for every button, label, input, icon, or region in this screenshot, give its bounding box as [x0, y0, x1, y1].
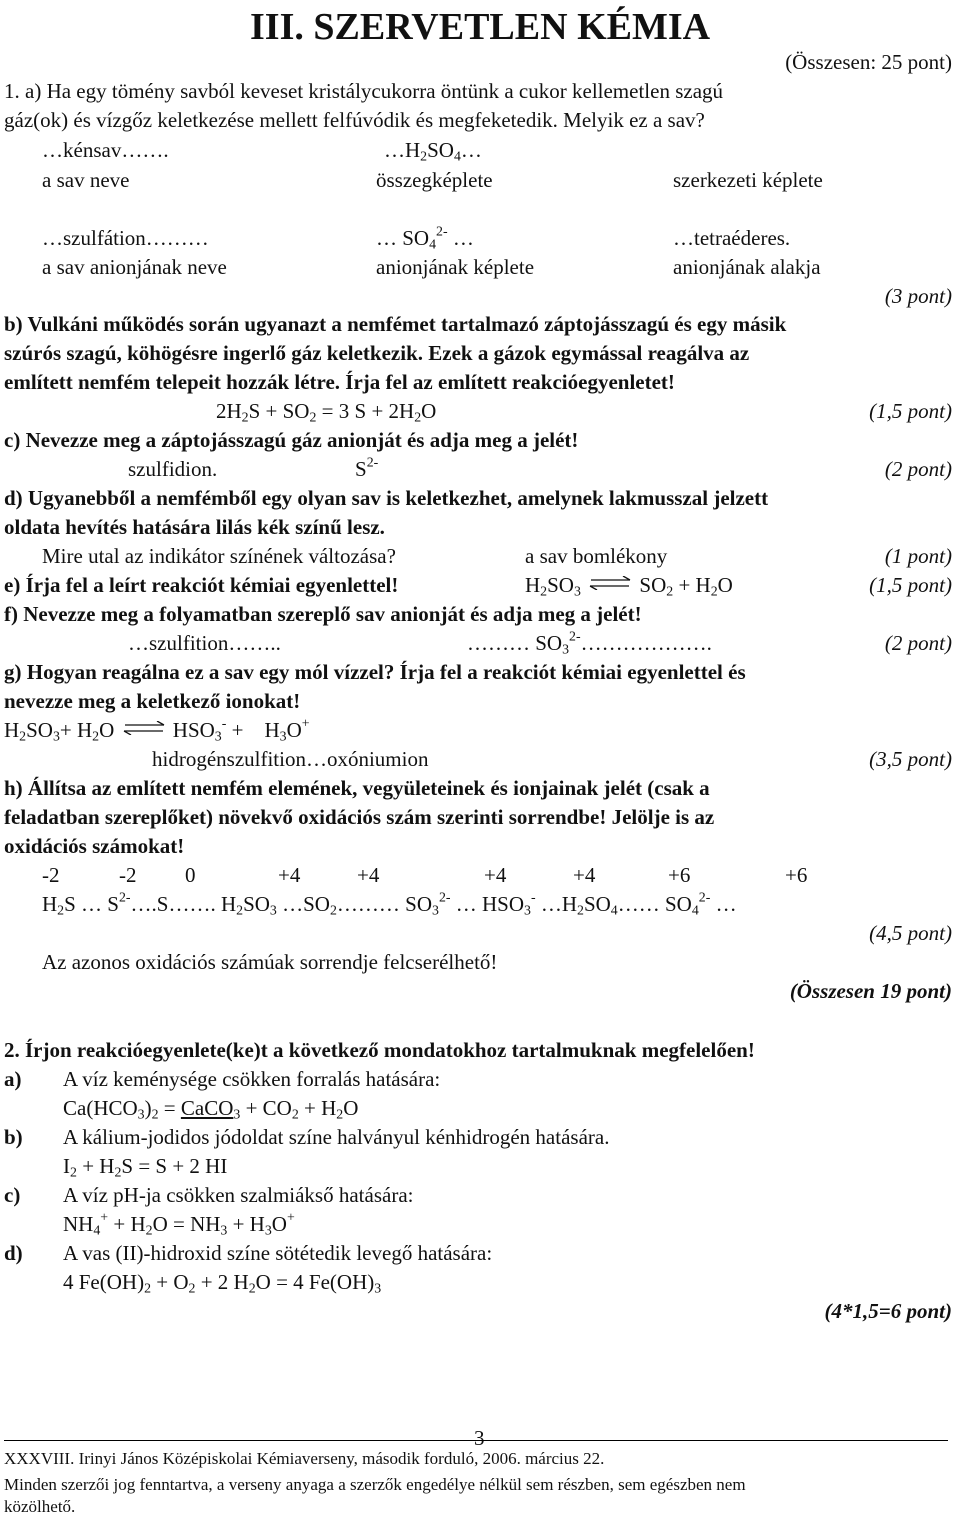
- equation-1b: $2H_2S + SO_2 = 3$ $S + 2H_2O$: [216, 399, 437, 425]
- question-1d-line-2: oldata hevítés hatására lilás kék színű lesz.: [4, 515, 385, 539]
- ox-number: +4: [573, 863, 596, 887]
- question-2-title: 2. Írjon reakcióegyenlete(ke)t a következő mondatokhoz tartalmuknak megfelelően!: [4, 1038, 755, 1062]
- page-number: 3: [474, 1426, 485, 1450]
- item-d-equation: 4 $Fe(OH)_2 + O_2 + 2$ $H_2O = 4$ $Fe(OH)_3$: [63, 1270, 382, 1296]
- points-1b: (1,5 pont): [869, 399, 952, 423]
- question-1h-line-2: feladatban szereplőket) növekvő oxidációs szám szerinti sorrendbe! Jelölje is az: [4, 805, 715, 829]
- points-1c: (2 pont): [884, 457, 952, 481]
- question-1a-line-1: 1. a) Ha egy tömény savból keveset kristálycukorra öntünk a cukor kellemetlen szagú: [4, 79, 724, 103]
- ox-number: 0: [185, 863, 196, 887]
- note-1h: Az azonos oxidációs számúak sorrendje felcserélhető!: [42, 950, 498, 974]
- item-a-label: a): [4, 1067, 22, 1091]
- ox-number: +4: [484, 863, 507, 887]
- question-1g-line-1: g) Hogyan reagálna ez a sav egy mól vízzel? Írja fel a reakciót kémiai egyenlettel és: [4, 660, 746, 684]
- item-b-equation: $I_2 + H_2S = S + 2$ HI: [63, 1154, 228, 1180]
- answer-acid-name: …kénsav…….: [42, 138, 169, 162]
- ox-number: +6: [785, 863, 808, 887]
- question-1h-line-1: h) Állítsa az említett nemfém elemének, vegyületeinek és ionjainak jelét (csak a: [4, 776, 710, 800]
- answer-anion-formula: … $SO_4^{2-}$ …: [376, 223, 474, 252]
- points-1e: (1,5 pont): [869, 573, 952, 597]
- answer-1g-ions: hidrogénszulfition…oxóniumion: [152, 747, 429, 771]
- question-1c: c) Nevezze meg a záptojásszagú gáz anionját és adja meg a jelét!: [4, 428, 579, 452]
- question-1e: e) Írja fel a leírt reakciót kémiai egyenlettel!: [4, 573, 399, 597]
- item-b-label: b): [4, 1125, 23, 1149]
- ox-number: +4: [278, 863, 301, 887]
- question-1b-line-2: szúrós szagú, köhögésre ingerlő gáz keletkezik. Ezek a gázok egymással reagálva az: [4, 341, 750, 365]
- question-1-total: (Összesen 19 pont): [789, 979, 952, 1003]
- question-1b-line-3: említett nemfém telepeit hozzák létre. Írja fel az említett reakcióegyenletet!: [4, 370, 675, 394]
- question-1f: f) Nevezze meg a folyamatban szereplő sav anionját és adja meg a jelét!: [4, 602, 642, 626]
- answer-1c-symbol: $S^{2-}$: [355, 454, 379, 481]
- equation-1e: $H_2SO_3$ $SO_2 + H_2O$: [525, 573, 733, 599]
- ox-number: -2: [42, 863, 60, 887]
- footer-line-2: Minden szerzői jog fenntartva, a verseny anyaga a szerzők engedélye nélkül sem részben, sem egészben nem: [4, 1475, 746, 1494]
- ox-number: -2: [119, 863, 137, 887]
- label-anion-shape: anionjának alakja: [673, 255, 821, 279]
- answer-1f-symbol: ……… $SO_3^{2-}\dots\dots\dots\dots\dots\dots$.: [467, 628, 712, 657]
- page-title: III. SZERVETLEN KÉMIA: [250, 6, 711, 48]
- section-total-points: (Összesen: 25 pont): [785, 50, 952, 74]
- points-1a: (3 pont): [884, 284, 952, 308]
- ox-number: +4: [357, 863, 380, 887]
- question-1d-line-1: d) Ugyanebből a nemfémből egy olyan sav is keletkezhet, amelynek lakmusszal jelzett: [4, 486, 769, 510]
- item-a-equation: $Ca(HCO_3)_2$ = CaCO$_3$ + $CO_2 + H_2O$: [63, 1096, 359, 1122]
- footer-line-1: XXXVIII. Irinyi János Középiskolai Kémiaverseny, második forduló, 2006. március 22.: [4, 1449, 605, 1468]
- answer-1f-name: …szulfition……..: [128, 631, 281, 655]
- item-c-text: A víz pH-ja csökken szalmiákső hatására:: [63, 1183, 414, 1207]
- equilibrium-arrow-icon: [120, 721, 168, 735]
- ox-number: +6: [668, 863, 691, 887]
- answer-anion-shape: …tetraéderes.: [673, 226, 791, 250]
- label-acid-name: a sav neve: [42, 168, 130, 192]
- label-molecular-formula: összegképlete: [376, 168, 493, 192]
- question-1b-line-1: b) Vulkáni működés során ugyanazt a nemfémet tartalmazó záptojásszagú és egy másik: [4, 312, 787, 336]
- answer-1d: a sav bomlékony: [525, 544, 668, 568]
- item-d-label: d): [4, 1241, 23, 1265]
- footer-divider: [4, 1440, 948, 1441]
- ox-order-species: $H_2S$ … $S^{2-}\dots.S\dots\dots$. $H_2SO_3$ $\dots SO_2\dots\dots\dots$ $SO_3^{2-}$ … $HSO_3^-$ $\dots H_2SO_4\dots\dots$ $SO_4^{2-}$ …: [42, 889, 737, 918]
- item-d-text: A vas (II)-hidroxid színe sötétedik levegő hatására:: [63, 1241, 493, 1265]
- answer-acid-formula: $\dots H_2SO_4\dots$: [384, 138, 482, 164]
- answer-1c-name: szulfidion.: [128, 457, 218, 481]
- label-anion-name: a sav anionjának neve: [42, 255, 227, 279]
- points-1g: (3,5 pont): [869, 747, 952, 771]
- item-b-text: A kálium-jodidos jódoldat színe halványul kénhidrogén hatására.: [63, 1125, 610, 1149]
- points-1d: (1 pont): [884, 544, 952, 568]
- question-2-points: (4*1,5=6 pont): [824, 1299, 952, 1323]
- question-1a-line-2: gáz(ok) és vízgőz keletkezése mellett felfúvódik és megfeketedik. Melyik ez a sav?: [4, 108, 705, 132]
- question-1h-line-3: oxidációs számokat!: [4, 834, 185, 858]
- equation-1g: $H_2SO_3+ H_2O$ $HSO_3^-$ + $H_3O^+$: [4, 715, 310, 744]
- question-1g-line-2: nevezze meg a keletkező ionokat!: [4, 689, 301, 713]
- footer-line-3: közölhető.: [4, 1497, 76, 1516]
- points-1f: (2 pont): [884, 631, 952, 655]
- item-c-equation: $NH_4^+ + H_2O = NH_3 + H_3O^+$: [63, 1209, 295, 1238]
- item-a-text: A víz keménysége csökken forralás hatására:: [63, 1067, 441, 1091]
- points-1h: (4,5 pont): [869, 921, 952, 945]
- label-structural-formula: szerkezeti képlete: [673, 168, 823, 192]
- item-c-label: c): [4, 1183, 21, 1207]
- question-1d-sub: Mire utal az indikátor színének változása?: [42, 544, 396, 568]
- label-anion-formula: anionjának képlete: [376, 255, 535, 279]
- answer-anion-name: …szulfátion………: [42, 226, 209, 250]
- equilibrium-arrow-icon: [586, 576, 634, 590]
